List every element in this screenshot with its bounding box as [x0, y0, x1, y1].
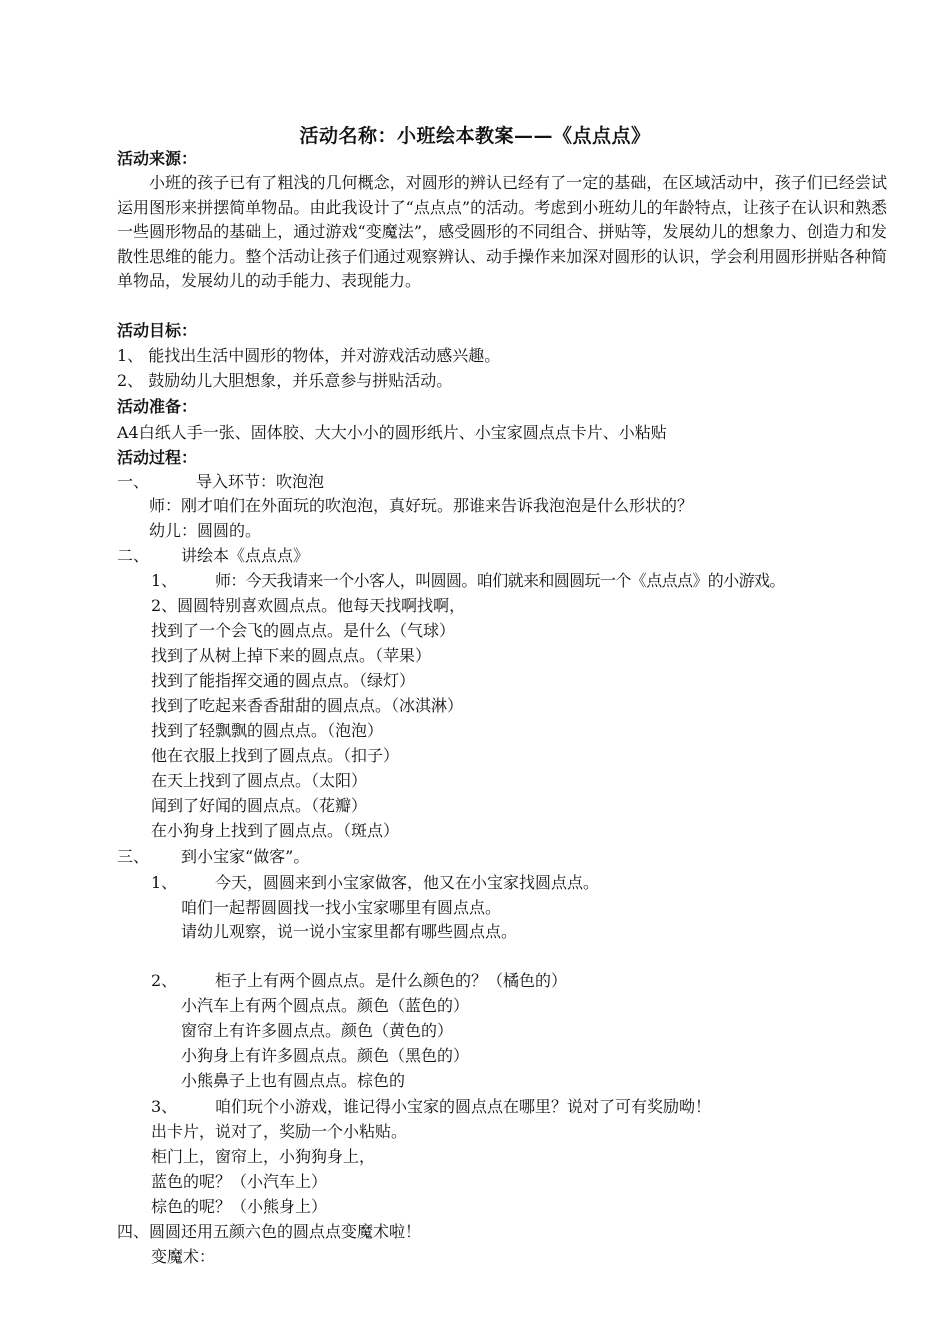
story-line: 找到了能指挥交通的圆点点。（绿灯）: [151, 671, 416, 690]
goals-heading: 活动目标：: [117, 321, 198, 340]
story-line: 在天上找到了圆点点。（太阳）: [151, 771, 368, 790]
section-4-title: 四、圆圆还用五颜六色的圆点点变魔术啦！: [117, 1222, 422, 1241]
section-3-number: 三、: [117, 847, 150, 866]
section-3-point-3-number: 3、: [151, 1097, 178, 1116]
goal-item-1: 1、 能找出生活中圆形的物体，并对游戏活动感兴趣。: [117, 346, 501, 365]
story-line: 2、圆圆特别喜欢圆点点。他每天找啊找啊，: [151, 596, 466, 615]
section-1-number: 一、: [117, 472, 150, 491]
section-1-line-2: 幼儿：圆圆的。: [149, 521, 262, 540]
section-3-title: 到小宝家“做客”。: [181, 847, 310, 866]
section-3-point-3-line: 柜门上，窗帘上，小狗狗身上，: [151, 1147, 376, 1166]
section-2-point-1: 师：今天我请来一个小客人，叫圆圆。咱们就来和圆圆玩一个《点点点》的小游戏。: [215, 571, 785, 590]
section-2-point-1-number: 1、: [151, 571, 178, 590]
section-3-point-2-line: 窗帘上有许多圆点点。颜色（黄色的）: [181, 1021, 454, 1040]
section-3-point-2-line: 小狗身上有许多圆点点。颜色（黑色的）: [181, 1046, 470, 1065]
process-heading: 活动过程：: [117, 448, 198, 467]
story-line: 闻到了好闻的圆点点。（花瓣）: [151, 796, 368, 815]
section-3-point-3-line: 出卡片，说对了，奖励一个小粘贴。: [151, 1122, 408, 1141]
section-3-point-1: 今天，圆圆来到小宝家做客，他又在小宝家找圆点点。: [215, 873, 600, 892]
source-heading: 活动来源：: [117, 149, 198, 168]
section-1-title: 导入环节：吹泡泡: [196, 472, 325, 491]
story-line: 在小狗身上找到了圆点点。（斑点）: [151, 821, 400, 840]
prep-text: A4白纸人手一张、固体胶、大大小小的圆形纸片、小宝家圆点点卡片、小粘贴: [117, 423, 667, 442]
section-3-point-2: 柜子上有两个圆点点。是什么颜色的？（橘色的）: [215, 971, 568, 990]
section-3-point-2-line: 小熊鼻子上也有圆点点。棕色的: [181, 1071, 406, 1090]
section-3-point-2-line: 小汽车上有两个圆点点。颜色（蓝色的）: [181, 996, 470, 1015]
section-2-number: 二、: [117, 546, 150, 565]
section-3-point-2-number: 2、: [151, 971, 178, 990]
source-paragraph: [117, 171, 887, 294]
section-3-point-3-line: 棕色的呢？（小熊身上）: [151, 1197, 328, 1216]
section-4-line-1: 变魔术：: [151, 1247, 216, 1266]
section-3-point-1-number: 1、: [151, 873, 178, 892]
section-3-point-1-line: 咱们一起帮圆圆找一找小宝家哪里有圆点点。: [181, 898, 502, 917]
section-3-point-1-line: 请幼儿观察，说一说小宝家里都有哪些圆点点。: [181, 922, 518, 941]
goal-item-2: 2、 鼓励幼儿大胆想象，并乐意参与拼贴活动。: [117, 371, 453, 390]
prep-heading: 活动准备：: [117, 397, 198, 416]
section-1-line-1: 师：刚才咱们在外面玩的吹泡泡，真好玩。那谁来告诉我泡泡是什么形状的？: [149, 496, 694, 515]
story-line: 找到了一个会飞的圆点点。是什么（气球）: [151, 621, 456, 640]
story-line: 找到了吃起来香香甜甜的圆点点。（冰淇淋）: [151, 696, 464, 715]
section-3-point-3-line: 蓝色的呢？（小汽车上）: [151, 1172, 328, 1191]
section-3-point-3: 咱们玩个小游戏，谁记得小宝家的圆点点在哪里？说对了可有奖励呦！: [215, 1097, 712, 1116]
story-line: 找到了从树上掉下来的圆点点。（苹果）: [151, 646, 432, 665]
section-2-title: 讲绘本《点点点》: [181, 546, 310, 565]
story-line: 他在衣服上找到了圆点点。（扣子）: [151, 746, 400, 765]
document-title: 活动名称：小班绘本教案——《点点点》: [299, 125, 651, 147]
source-text: 小班的孩子已有了粗浅的几何概念，对圆形的辨认已经有了一定的基础，在区域活动中，孩子们已经尝试运用图形来拼摆简单物品。由此我设计了“点点点”的活动。考虑到小班幼儿的年龄特点，让孩子在认识和熟悉一些圆形物品的基础上，通过游戏“变魔法”，感受圆形的不同组合、拼贴等，发展幼儿的想象力、创造力和发散性思维的能力。整个活动让孩子们通过观察辨认、动手操作来加深对圆形的认识，学会利用圆形拼贴各种简单物品，发展幼儿的动手能力、表现能力。: [117, 173, 887, 290]
story-line: 找到了轻飘飘的圆点点。（泡泡）: [151, 721, 384, 740]
